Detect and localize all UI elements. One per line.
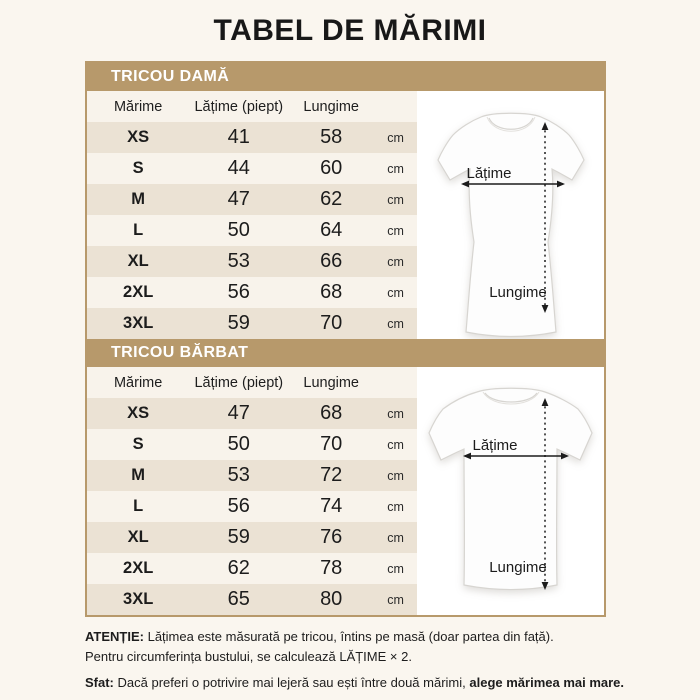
width-cell: 56 [227, 495, 250, 517]
table-row [87, 429, 417, 460]
column-header-width: Lățime (piept) [189, 91, 288, 122]
length-cell: 68 [320, 402, 343, 424]
size-cell: M [131, 190, 146, 208]
column-header-size: Mărime [87, 91, 189, 122]
size-chart-panel [85, 61, 606, 617]
table-row [87, 460, 417, 491]
size-cell: 2XL [123, 559, 154, 577]
section-header-men: TRICOU BĂRBAT [87, 339, 604, 367]
length-cell: 68 [320, 281, 343, 303]
unit-cell: cm [387, 285, 404, 300]
length-cell: 76 [320, 526, 343, 548]
length-cell: 70 [320, 312, 343, 334]
length-cell: 70 [320, 433, 343, 455]
footnote [85, 627, 630, 693]
width-cell: 56 [227, 281, 250, 303]
attention-text: Lățimea este măsurată pe tricou, întins pe masă (doar partea din față). [143, 629, 554, 644]
length-cell: 66 [320, 250, 343, 272]
size-cell: S [132, 159, 144, 177]
length-cell: 58 [320, 126, 343, 148]
width-cell: 53 [227, 250, 250, 272]
unit-cell: cm [387, 468, 404, 483]
size-table-men [87, 367, 417, 615]
size-cell: XL [127, 528, 149, 546]
page-title: TABEL DE MĂRIMI [213, 14, 487, 47]
width-cell: 50 [227, 219, 250, 241]
width-cell: 47 [227, 188, 250, 210]
length-cell: 62 [320, 188, 343, 210]
column-header-length: Lungime [288, 91, 374, 122]
column-header-unit [374, 91, 417, 122]
length-label: Lungime [489, 559, 547, 576]
section-body-women [87, 91, 604, 339]
column-header-size: Mărime [87, 367, 189, 398]
size-cell: 3XL [123, 314, 154, 332]
size-cell: 2XL [123, 283, 154, 301]
table-row [87, 153, 417, 184]
attention-note [85, 627, 630, 647]
table-row [87, 215, 417, 246]
unit-cell: cm [387, 161, 404, 176]
size-table-women [87, 91, 417, 339]
table-row [87, 308, 417, 339]
length-cell: 78 [320, 557, 343, 579]
unit-cell: cm [387, 561, 404, 576]
table-header-row [87, 91, 417, 122]
column-header-unit [374, 367, 417, 398]
circumference-note: Pentru circumferința bustului, se calculează LĂȚIME × 2. [85, 648, 412, 664]
unit-cell: cm [387, 437, 404, 452]
width-cell: 65 [227, 588, 250, 610]
tip-note [85, 673, 630, 693]
width-label: Lățime [472, 437, 518, 454]
table-row [87, 122, 417, 153]
unit-cell: cm [387, 406, 404, 421]
tshirt-body [438, 113, 584, 336]
unit-cell: cm [387, 223, 404, 238]
table-row [87, 277, 417, 308]
width-cell: 47 [227, 402, 250, 424]
tshirt-diagram-women [417, 91, 604, 339]
size-cell: M [131, 466, 146, 484]
size-cell: L [133, 497, 144, 515]
table-row [87, 398, 417, 429]
section-body-men [87, 367, 604, 615]
table-row [87, 184, 417, 215]
length-cell: 72 [320, 464, 343, 486]
table-header-row [87, 367, 417, 398]
size-cell: XL [127, 252, 149, 270]
width-label: Lățime [466, 165, 512, 182]
width-cell: 53 [227, 464, 250, 486]
length-cell: 60 [320, 157, 343, 179]
column-header-width: Lățime (piept) [189, 367, 288, 398]
width-cell: 59 [227, 312, 250, 334]
length-cell: 80 [320, 588, 343, 610]
width-cell: 44 [227, 157, 250, 179]
table-row [87, 584, 417, 615]
tshirt-diagram-men [417, 367, 604, 615]
section-header-women: TRICOU DAMĂ [87, 63, 604, 91]
size-cell: S [132, 435, 144, 453]
tip-text: Dacă preferi o potrivire mai lejeră sau ești între două mărimi, [113, 675, 470, 690]
table-row [87, 522, 417, 553]
unit-cell: cm [387, 499, 404, 514]
section-women [87, 63, 604, 339]
width-cell: 41 [227, 126, 250, 148]
tshirt-men-illustration [417, 367, 604, 615]
tshirt-women-illustration [417, 91, 604, 339]
size-cell: 3XL [123, 590, 154, 608]
width-cell: 62 [227, 557, 250, 579]
unit-cell: cm [387, 592, 404, 607]
table-row [87, 246, 417, 277]
unit-cell: cm [387, 192, 404, 207]
unit-cell: cm [387, 530, 404, 545]
size-cell: XS [127, 404, 150, 422]
length-cell: 74 [320, 495, 343, 517]
size-cell: XS [127, 128, 150, 146]
unit-cell: cm [387, 316, 404, 331]
unit-cell: cm [387, 130, 404, 145]
section-men [87, 339, 604, 615]
width-cell: 50 [227, 433, 250, 455]
attention-label: ATENȚIE: [85, 629, 144, 644]
length-label: Lungime [489, 284, 547, 301]
tip-bold-text: alege mărimea mai mare. [469, 675, 625, 690]
width-cell: 59 [227, 526, 250, 548]
table-row [87, 553, 417, 584]
unit-cell: cm [387, 254, 404, 269]
size-cell: L [133, 221, 144, 239]
tip-label: Sfat: [85, 675, 114, 690]
length-cell: 64 [320, 219, 343, 241]
column-header-length: Lungime [288, 367, 374, 398]
table-row [87, 491, 417, 522]
